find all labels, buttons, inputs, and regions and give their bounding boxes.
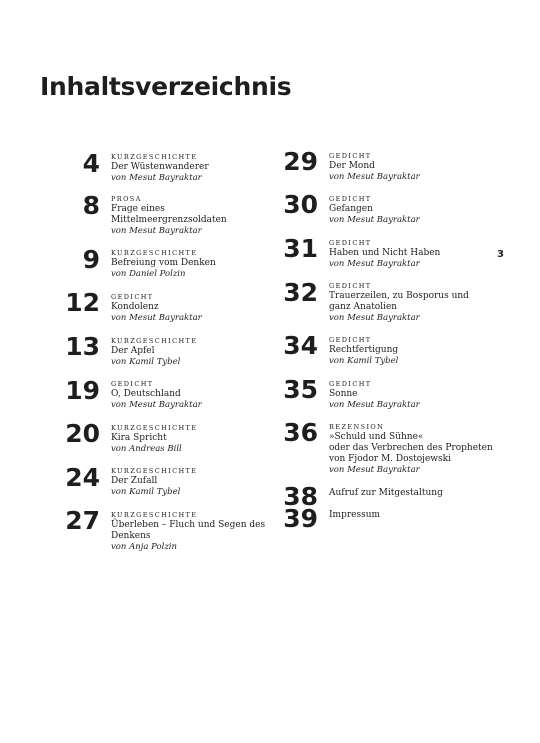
entry-title: »Schuld und Sühne« oder das Verbrechen des Propheten von Fjodor M. Dostojewski [329,432,493,464]
entry-title: Frage eines Mittelmeergrenzsoldaten [111,204,227,225]
entry-author: von Mesut Bayraktar [329,313,420,323]
entry-category: GEDICHT [329,152,372,160]
entry-page-number: 27 [65,506,100,535]
entry-title: Der Zufall [111,476,158,486]
entry-page-number: 38 [283,482,318,511]
entry-title: Der Wüstenwanderer [111,162,209,172]
entry-title: Befreiung vom Denken [111,258,216,268]
entry-category: GEDICHT [329,239,372,247]
entry-title: Kondolenz [111,302,159,312]
entry-category: GEDICHT [111,380,154,388]
entry-page-number: 24 [65,463,100,492]
entry-page-number: 32 [283,278,318,307]
entry-author: von Daniel Polzin [111,269,186,279]
entry-author: von Mesut Bayraktar [329,400,420,410]
entry-title: Rechtfertigung [329,345,399,355]
entry-page-number: 31 [283,234,318,263]
entry-author: von Mesut Bayraktar [111,400,202,410]
entry-page-number: 8 [82,191,100,220]
entry-category: GEDICHT [329,195,372,203]
entry-category: KURZGESCHICHTE [111,424,198,432]
entry-page-number: 39 [283,504,318,533]
entry-title: Kira Spricht [111,433,167,443]
entry-category: KURZGESCHICHTE [111,337,198,345]
entry-title: Haben und Nicht Haben [329,248,441,258]
entry-author: von Kamil Tybel [111,487,181,497]
entry-author: von Kamil Tybel [329,356,399,366]
entry-page-number: 12 [65,288,100,317]
page-number: 3 [497,249,504,260]
entry-category: KURZGESCHICHTE [111,249,198,257]
entry-author: von Mesut Bayraktar [329,215,420,225]
entry-title: Trauerzeilen, zu Bosporus und ganz Anatolien [329,291,469,312]
entry-page-number: 9 [82,245,100,274]
entry-author: von Mesut Bayraktar [111,226,202,236]
entry-page-number: 4 [82,149,100,178]
page-title: Inhaltsverzeichnis [40,72,292,101]
entry-page-number: 19 [65,376,100,405]
entry-page-number: 35 [283,375,318,404]
entry-author: von Mesut Bayraktar [111,173,202,183]
entry-page-number: 34 [283,331,318,360]
entry-category: KURZGESCHICHTE [111,467,198,475]
entry-author: von Anja Polzin [111,542,177,552]
entry-category: KURZGESCHICHTE [111,153,198,161]
entry-category: GEDICHT [329,380,372,388]
entry-page-number: 20 [65,419,100,448]
entry-author: von Mesut Bayraktar [329,172,420,182]
entry-title: Überleben – Fluch und Segen des Denkens [111,520,266,541]
entry-category: REZENSION [329,423,385,431]
entry-title: Der Apfel [111,346,155,356]
entry-category: GEDICHT [111,293,154,301]
entry-category: GEDICHT [329,282,372,290]
entry-title: O, Deutschland [111,389,181,399]
entry-author: von Kamil Tybel [111,357,181,367]
entry-page-number: 30 [283,190,318,219]
entry-page-number: 36 [283,418,318,447]
entry-author: von Andreas Bill [111,444,182,454]
entry-page-number: 29 [283,147,318,176]
entry-author: von Mesut Bayraktar [329,465,420,475]
entry-page-number: 13 [65,332,100,361]
entry-category: GEDICHT [329,336,372,344]
entry-title: Impressum [329,510,381,520]
entry-title: Gefangen [329,204,373,214]
entry-title: Sonne [329,389,358,399]
entry-title: Der Mond [329,161,375,171]
entry-category: PROSA [111,195,142,203]
entry-author: von Mesut Bayraktar [329,259,420,269]
entry-title: Aufruf zur Mitgestaltung [329,488,443,498]
entry-author: von Mesut Bayraktar [111,313,202,323]
entry-category: KURZGESCHICHTE [111,511,198,519]
